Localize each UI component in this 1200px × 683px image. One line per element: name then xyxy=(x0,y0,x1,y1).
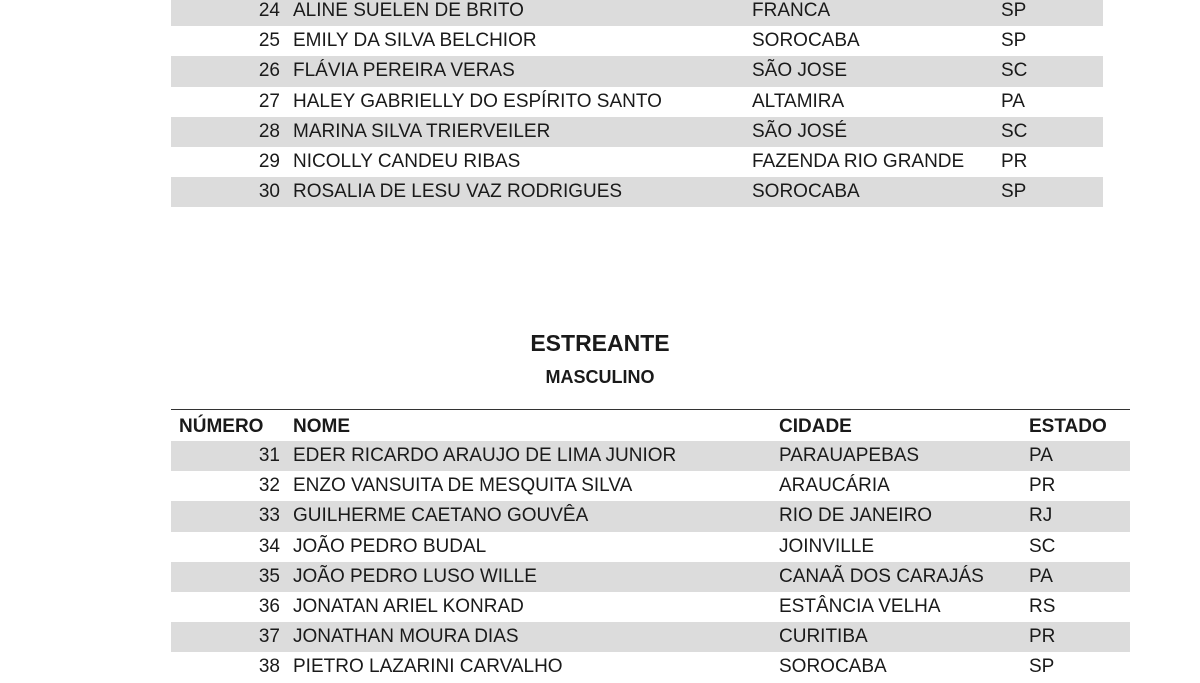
cell-state: PR xyxy=(1029,475,1056,497)
table-row xyxy=(171,471,1130,501)
cell-number: 29 xyxy=(258,150,280,172)
cell-number: 35 xyxy=(258,565,280,587)
cell-city: JOINVILLE xyxy=(779,535,875,557)
cell-city: CANAÃ DOS CARAJÁS xyxy=(779,565,984,587)
table-row xyxy=(171,562,1130,592)
cell-city: PARAUAPEBAS xyxy=(779,445,920,466)
cell-name: JOÃO PEDRO BUDAL xyxy=(293,535,487,557)
table-row xyxy=(171,26,1103,56)
cell-name: ALINE SUELEN DE BRITO xyxy=(293,0,524,21)
cell-name: JOÃO PEDRO LUSO WILLE xyxy=(293,565,537,587)
table-row xyxy=(171,117,1103,147)
cell-city: SÃO JOSÉ xyxy=(752,120,848,142)
cell-state: SP xyxy=(1029,656,1055,678)
cell-state: RJ xyxy=(1029,505,1053,527)
table-row xyxy=(171,532,1130,562)
cell-number: 28 xyxy=(258,120,280,142)
section-subtitle: MASCULINO xyxy=(545,367,655,387)
cell-state: SC xyxy=(1001,120,1028,142)
cell-city: SOROCABA xyxy=(752,181,860,203)
cell-number: 26 xyxy=(258,60,280,82)
cell-number: 38 xyxy=(258,656,280,678)
cell-state: PA xyxy=(1029,565,1053,587)
cell-number: 25 xyxy=(258,30,280,52)
table-row xyxy=(171,177,1103,207)
cell-city: ESTÂNCIA VELHA xyxy=(779,595,941,617)
cell-number: 32 xyxy=(258,475,280,497)
cell-name: HALEY GABRIELLY DO ESPÍRITO SANTO xyxy=(293,90,662,112)
table-header-row xyxy=(171,410,1130,441)
cell-name: NICOLLY CANDEU RIBAS xyxy=(293,150,521,172)
cell-city: CURITIBA xyxy=(779,626,868,648)
cell-city: ALTAMIRA xyxy=(752,90,845,112)
cell-city: SOROCABA xyxy=(779,656,887,678)
cell-city: SOROCABA xyxy=(752,30,860,52)
cell-name: EMILY DA SILVA BELCHIOR xyxy=(293,30,537,52)
table-row xyxy=(171,592,1130,622)
table-row xyxy=(171,87,1103,117)
cell-state: RS xyxy=(1029,595,1056,617)
header-name: NOME xyxy=(293,416,350,437)
cell-city: FAZENDA RIO GRANDE xyxy=(752,150,965,172)
cell-city: ARAUCÁRIA xyxy=(779,475,890,497)
cell-city: RIO DE JANEIRO xyxy=(779,505,933,527)
table-row xyxy=(171,56,1103,86)
cell-state: SP xyxy=(1001,0,1027,21)
cell-name: MARINA SILVA TRIERVEILER xyxy=(293,120,551,142)
cell-number: 27 xyxy=(258,90,280,112)
cell-number: 37 xyxy=(258,626,280,648)
table-row xyxy=(171,652,1130,682)
cell-name: GUILHERME CAETANO GOUVÊA xyxy=(293,505,589,527)
cell-number: 33 xyxy=(258,505,280,527)
cell-number: 34 xyxy=(258,535,280,557)
cell-number: 36 xyxy=(258,595,280,617)
cell-name: JONATAN ARIEL KONRAD xyxy=(293,595,524,617)
participants-table xyxy=(171,409,1130,683)
cell-name: FLÁVIA PEREIRA VERAS xyxy=(293,60,515,82)
cell-state: SC xyxy=(1001,60,1028,82)
cell-number: 30 xyxy=(258,181,280,203)
cell-city: FRANCA xyxy=(752,0,831,21)
cell-state: PR xyxy=(1001,150,1028,172)
cell-number: 24 xyxy=(258,0,280,21)
section-title: ESTREANTE xyxy=(530,330,670,356)
header-number: NÚMERO xyxy=(179,416,264,437)
cell-state: SC xyxy=(1029,535,1056,557)
table-row xyxy=(171,501,1130,531)
table-row xyxy=(171,441,1130,471)
table-row xyxy=(171,0,1103,26)
cell-city: SÃO JOSE xyxy=(752,60,848,82)
table-row xyxy=(171,622,1130,652)
cell-state: PA xyxy=(1001,90,1025,112)
cell-name: JONATHAN MOURA DIAS xyxy=(293,626,519,648)
header-state: ESTADO xyxy=(1029,416,1107,437)
cell-state: SP xyxy=(1001,181,1027,203)
cell-name: ENZO VANSUITA DE MESQUITA SILVA xyxy=(293,475,633,497)
cell-state: SP xyxy=(1001,30,1027,52)
cell-name: ROSALIA DE LESU VAZ RODRIGUES xyxy=(293,181,623,203)
cell-name: EDER RICARDO ARAUJO DE LIMA JUNIOR xyxy=(293,445,677,466)
cell-number: 31 xyxy=(258,445,280,466)
cell-name: PIETRO LAZARINI CARVALHO xyxy=(293,656,563,678)
table-row xyxy=(171,147,1103,177)
header-city: CIDADE xyxy=(779,416,852,437)
participants-table-continued xyxy=(171,0,1103,207)
cell-state: PA xyxy=(1029,445,1053,466)
cell-state: PR xyxy=(1029,626,1056,648)
